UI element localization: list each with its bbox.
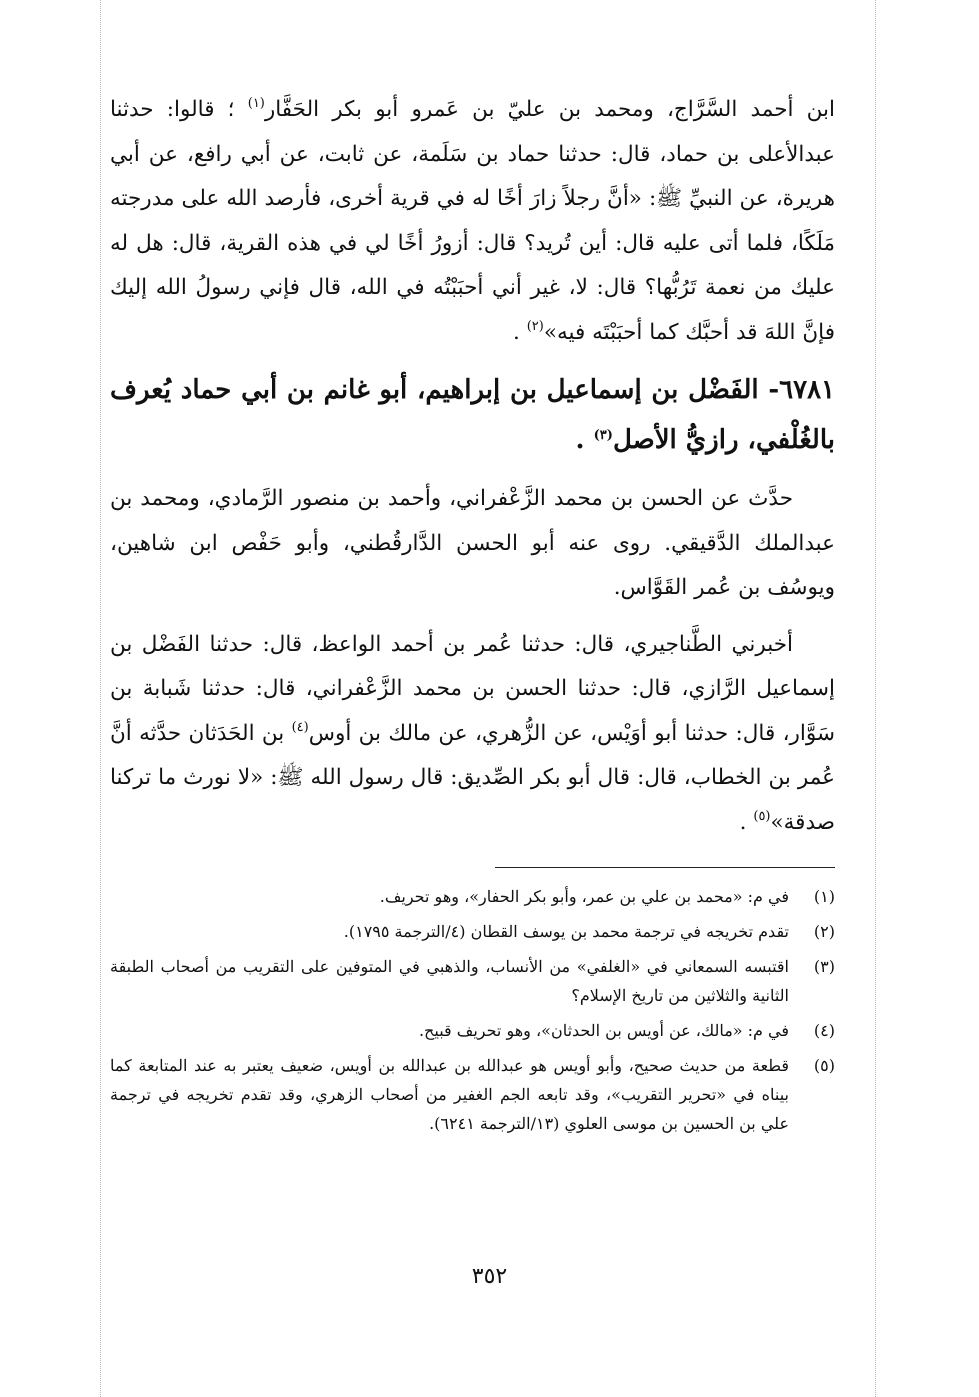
footnote-text: اقتبسه السمعاني في «الغلفي» من الأنساب، والذهبي في المتوفين على التقريب من أصحاب الطبقة الثانية والثلاثين من تاريخ الإسلام؟: [110, 957, 789, 1005]
narration-paragraph-2: حدَّث عن الحسن بن محمد الزَّعْفراني، وأحمد بن منصور الرَّمادي، ومحمد بن عبدالملك الدَّقيقي. روى عنه أبو الحسن الدَّارقُطني، وأبو حَفْص ابن شاهين، ويوسُف بن عُمر القَوَّاس.: [110, 486, 835, 600]
footnote-number: (١): [813, 887, 835, 906]
footnote-ref-5[interactable]: (٥): [753, 808, 771, 824]
biography-entry-title: [110, 365, 835, 465]
footnote-text: تقدم تخريجه في ترجمة محمد بن يوسف القطان (٤/الترجمة ١٧٩٥).: [343, 922, 789, 941]
footnote-ref-1[interactable]: (١): [247, 96, 265, 111]
para3-text-middle: بن الحَدَثان حدَّثه أنَّ عُمر بن الخطاب، قال: قال أبو بكر الصِّديق: قال رسول الله ﷺ: «لا نورث ما تركنا صدقة»: [110, 720, 835, 835]
footnote-text: في م: «محمد بن علي بن عمر، وأبو بكر الحفار»، وهو تحريف.: [379, 887, 789, 906]
footnote-text: قطعة من حديث صحيح، وأبو أويس هو عبدالله بن عبدالله بن أويس، ضعيف يعتبر به عند المتابعة كما بيناه في «تحرير التقريب»، وقد تابعه الجم الغفير من أصحاب الزهري، وقد تقدم تخريجه في ترجمة علي بن الحسين بن موسى العلوي (١٣/الترجمة ٦٢٤١).: [110, 1056, 789, 1133]
footnote-number: (٣): [813, 957, 835, 976]
footnote-item-3: [110, 952, 835, 1010]
footnote-text: في م: «مالك، عن أويس بن الحدثان»، وهو تحريف قبيح.: [418, 1021, 789, 1040]
scan-dotted-line-left: [100, 0, 101, 1397]
entry-title-end: .: [575, 425, 585, 455]
entry-title-text: ٦٧٨١- الفَضْل بن إسماعيل بن إبراهيم، أبو غانم بن أبي حماد يُعرف بالغُلْفي، رازيُّ الأصل: [110, 375, 835, 455]
footnote-ref-4[interactable]: (٤): [291, 719, 309, 735]
para1-text-end: .: [513, 319, 520, 345]
page-number: ٣٥٢: [471, 1264, 508, 1289]
footnote-item-5: [110, 1051, 835, 1138]
footnote-item-2: [110, 917, 835, 946]
footnote-item-4: [110, 1016, 835, 1045]
footnote-number: (٢): [813, 922, 835, 941]
para3-text-end: .: [739, 809, 747, 835]
footnote-ref-3[interactable]: (٣): [593, 428, 613, 443]
narration-paragraph-3: [110, 623, 835, 846]
footnote-ref-2[interactable]: (٢): [526, 318, 544, 334]
book-page: [110, 88, 835, 1144]
para1-text-middle: ؛ قالوا: حدثنا عبدالأعلى بن حماد، قال: حدثنا حماد بن سَلَمة، عن ثابت، عن أبي رافع، عن أبي هريرة، عن النبيِّ ﷺ: «أنَّ رجلاً زارَ أخًا له في قرية أخرى، فأرصد الله على مدرجته مَلَكًا، فلما أتى عليه قال: أين تُريد؟ قال: أزورُ أخًا لي في هذه القرية، قال: هل له عليك من نعمة تَرُبُّها؟ قال: لا، غير أني أحبَبْتُه في الله، قال فإني رسولُ الله إليك فإنَّ اللهَ قد أحبَّك كما أحبَبْتَه فيه»: [110, 97, 835, 345]
para3-text-start: أخبرني الطَّناجيري، قال: حدثنا عُمر بن أحمد الواعظ، قال: حدثنا الفَضْل بن إسماعيل الرَّازي، قال: حدثنا الحسن بن محمد الزَّعْفراني، قال: حدثنا شَبابة بن سَوَّار، قال: حدثنا أبو أوَيْس، عن الزُّهري، عن مالك بن أوس: [110, 631, 835, 746]
scan-dotted-line-right: [875, 0, 876, 1397]
para1-text-start: ابن أحمد السَّرَّاج، ومحمد بن عليّ بن عَمرو أبو بكر الحَفَّار: [264, 97, 836, 122]
footnote-number: (٥): [813, 1056, 835, 1075]
footnote-number: (٤): [813, 1021, 835, 1040]
narration-paragraph-1: [110, 88, 835, 355]
footnote-item-1: [110, 882, 835, 911]
footnote-divider: [495, 867, 835, 868]
